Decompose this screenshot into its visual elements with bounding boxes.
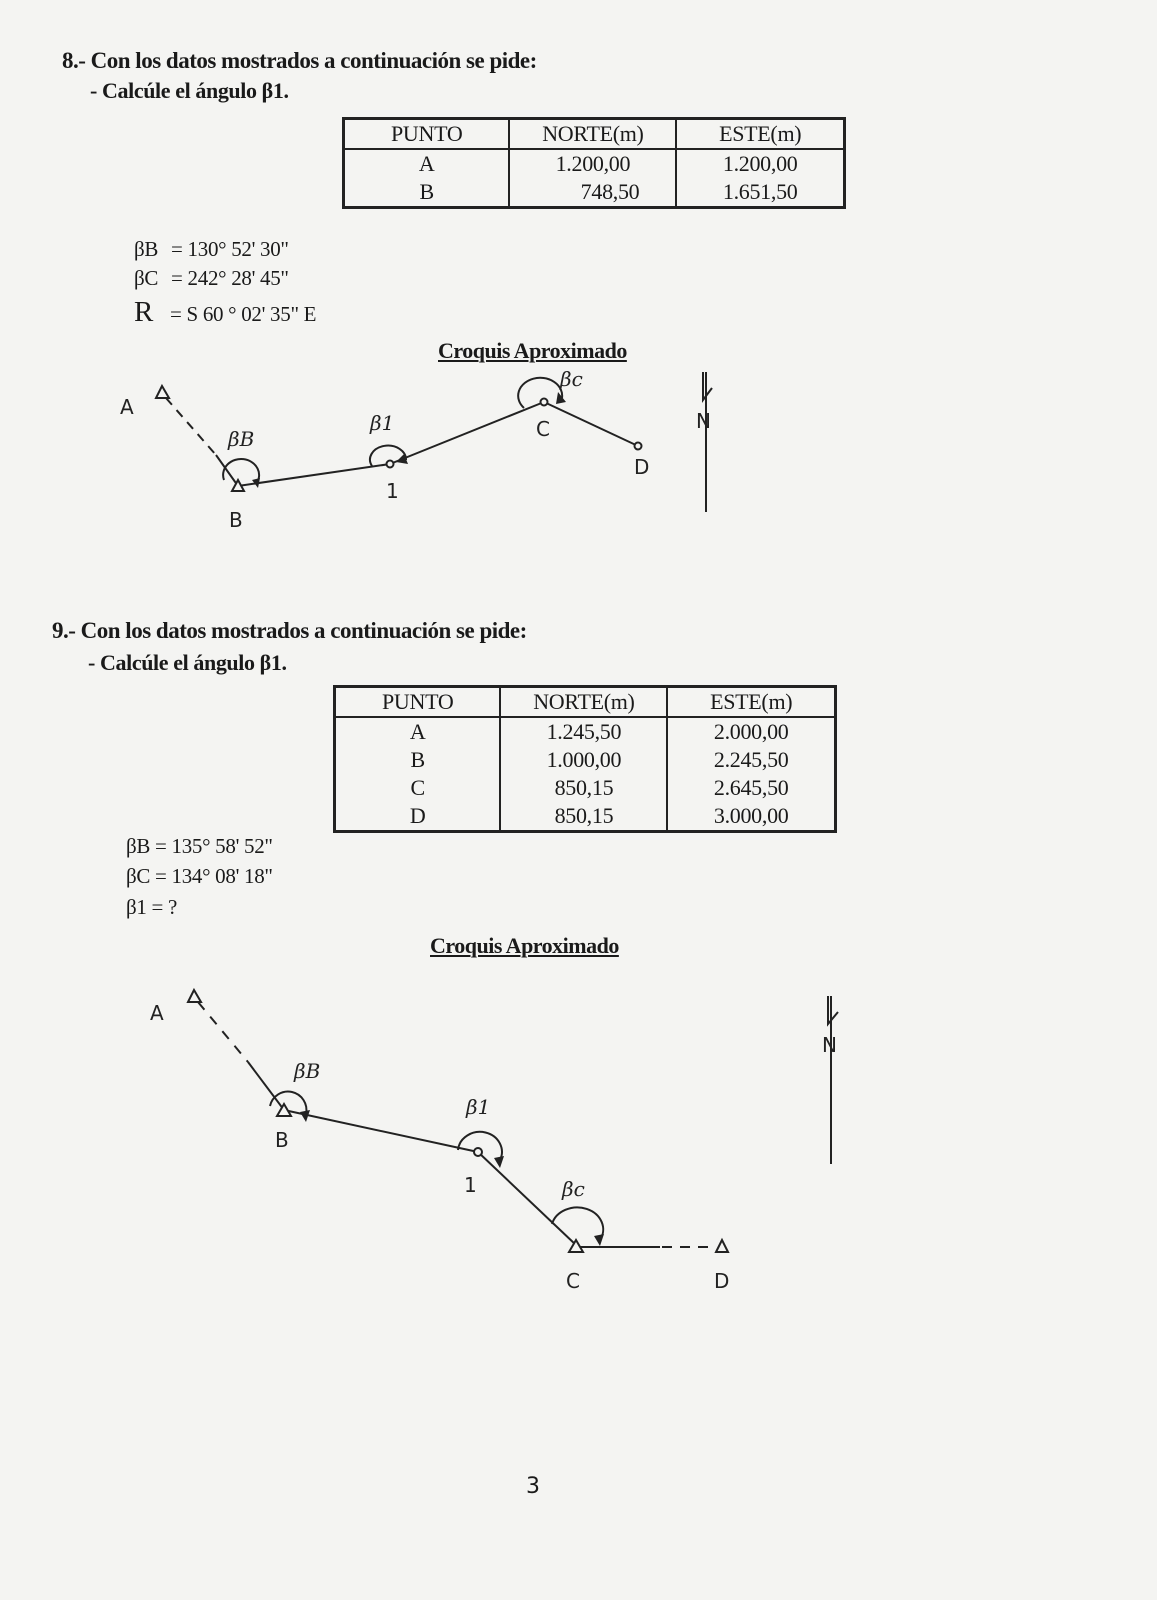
sketch-label-beta-c: βc [560, 367, 583, 391]
cell-este: 1.651,50 [676, 178, 844, 208]
r-label: R [134, 296, 154, 328]
sketch-label-b: B [229, 508, 243, 532]
station-d-triangle [716, 1240, 728, 1252]
problem8-task: - Calcúle el ángulo β1. [90, 78, 289, 103]
sketch-label-a: A [150, 1001, 164, 1025]
cell-norte: 1.000,00 [500, 746, 667, 774]
problem9-beta-1: β1 = ? [126, 895, 178, 919]
sketch-label-beta-c: βc [562, 1177, 585, 1201]
column-header-punto: PUNTO [344, 119, 510, 150]
sketch-label-c: C [566, 1269, 580, 1293]
cell-norte: 850,15 [500, 802, 667, 832]
cell-punto: A [335, 717, 501, 746]
station-a-triangle [188, 990, 201, 1002]
line-a-b-dashed [198, 1002, 248, 1062]
problem8-sketch-title: Croquis Aproximado [438, 338, 627, 363]
cell-este: 3.000,00 [667, 802, 835, 832]
r-value: = S 60 ° 02' 35" E [170, 302, 317, 326]
column-header-punto: PUNTO [335, 687, 501, 718]
sketch-label-1: 1 [386, 479, 399, 503]
sketch-label-a: A [120, 395, 134, 419]
column-header-norte: NORTE(m) [509, 119, 676, 150]
cell-norte: 850,15 [500, 774, 667, 802]
sketch-label-d: D [714, 1269, 730, 1293]
point-1-marker [474, 1148, 482, 1156]
arrowhead-beta-1 [494, 1156, 504, 1168]
north-label: N [696, 409, 711, 433]
problem9-beta-c: βC = 134° 08' 18" [126, 864, 273, 888]
cell-norte: 1.200,00 [509, 149, 676, 178]
line-a-b [248, 1062, 284, 1110]
sketch-label-1: 1 [464, 1173, 477, 1197]
beta-c-value: = 242° 28' 45" [171, 266, 289, 290]
column-header-norte: NORTE(m) [500, 687, 667, 718]
cell-este: 2.245,50 [667, 746, 835, 774]
cell-este: 2.000,00 [667, 717, 835, 746]
north-arrow-head [828, 996, 838, 1024]
cell-este: 2.645,50 [667, 774, 835, 802]
problem9-sketch-title: Croquis Aproximado [430, 933, 619, 958]
angle-arc-beta-c [552, 1207, 603, 1240]
station-b-triangle [277, 1104, 291, 1116]
sketch-label-d: D [634, 455, 650, 479]
problem9-task: - Calcúle el ángulo β1. [88, 650, 287, 675]
cell-este: 1.200,00 [676, 149, 844, 178]
sketch-label-beta-b: βB [294, 1059, 321, 1083]
problem9-beta-b: βB = 135° 58' 52" [126, 834, 273, 858]
beta-b-value: = 130° 52' 30" [171, 237, 289, 261]
cell-norte: 748,50 [509, 178, 676, 208]
cell-punto: D [335, 802, 501, 832]
sketch-label-b: B [275, 1128, 289, 1152]
arrowhead-beta-c [594, 1234, 604, 1246]
sketch-label-beta-1: β1 [370, 411, 395, 435]
sketch-label-beta-b: βB [228, 427, 255, 451]
beta-b-label: βB [134, 237, 159, 261]
cell-punto: B [344, 178, 510, 208]
cell-punto: B [335, 746, 501, 774]
column-header-este: ESTE(m) [667, 687, 835, 718]
problem9-heading: 9.- Con los datos mostrados a continuación se pide: [52, 618, 527, 643]
sketch-label-beta-1: β1 [466, 1095, 491, 1119]
column-header-este: ESTE(m) [676, 119, 844, 150]
sketch-label-c: C [536, 417, 550, 441]
north-label: N [822, 1033, 837, 1057]
beta-c-label: βC [134, 266, 159, 290]
page-number: 3 [526, 1474, 540, 1499]
problem8-heading: 8.- Con los datos mostrados a continuación se pide: [62, 48, 537, 73]
cell-norte: 1.245,50 [500, 717, 667, 746]
line-b-1 [284, 1110, 478, 1152]
cell-punto: C [335, 774, 501, 802]
cell-punto: A [344, 149, 510, 178]
